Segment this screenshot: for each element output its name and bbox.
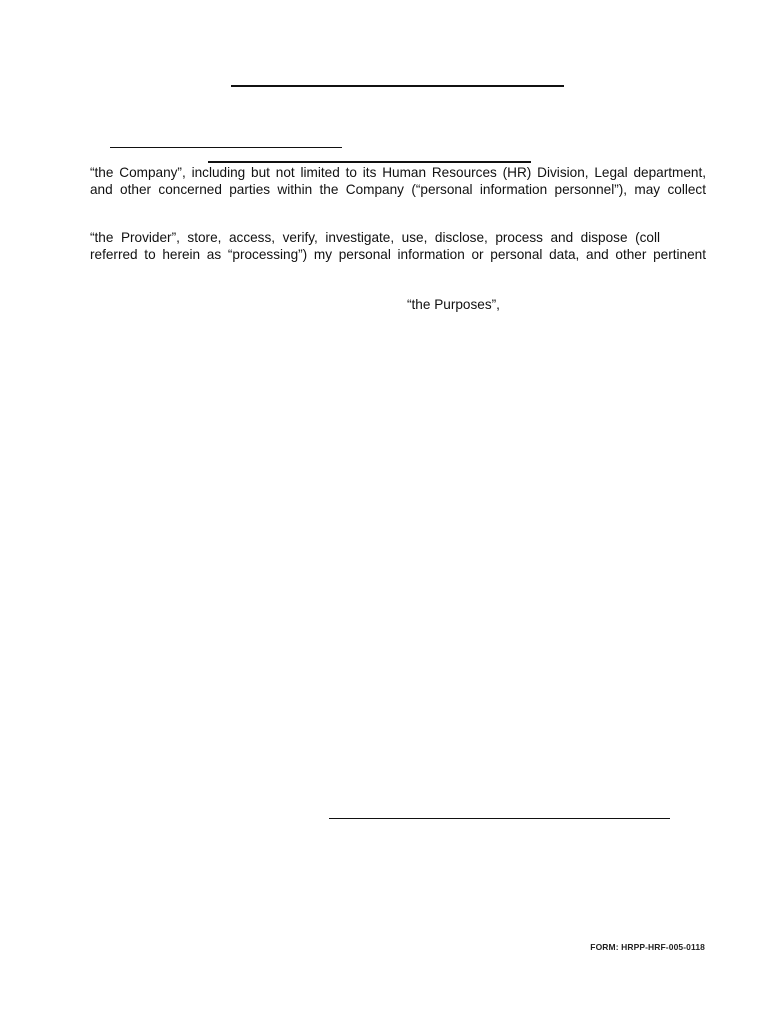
paragraph-company-line-2: and other concerned parties within the Company (“personal information personnel”), may collect [90, 182, 706, 197]
paragraph-provider [90, 229, 706, 263]
signature-line [329, 818, 670, 819]
title-blank-line [231, 85, 564, 87]
paragraph-company-line-1: “the Company”, including but not limited to its Human Resources (HR) Division, Legal department, [90, 165, 706, 180]
purposes-text: “the Purposes”, [407, 297, 500, 312]
name-blank-line [110, 147, 342, 148]
paragraph-company [90, 164, 706, 198]
form-code: FORM: HRPP-HRF-005-0118 [590, 942, 705, 952]
paragraph-provider-line-2: referred to herein as “processing”) my personal information or personal data, and other pertinent [90, 247, 706, 262]
paragraph-provider-line-1: “the Provider”, store, access, verify, investigate, use, disclose, process and dispose (coll [90, 230, 660, 245]
company-name-blank-line [208, 161, 531, 163]
